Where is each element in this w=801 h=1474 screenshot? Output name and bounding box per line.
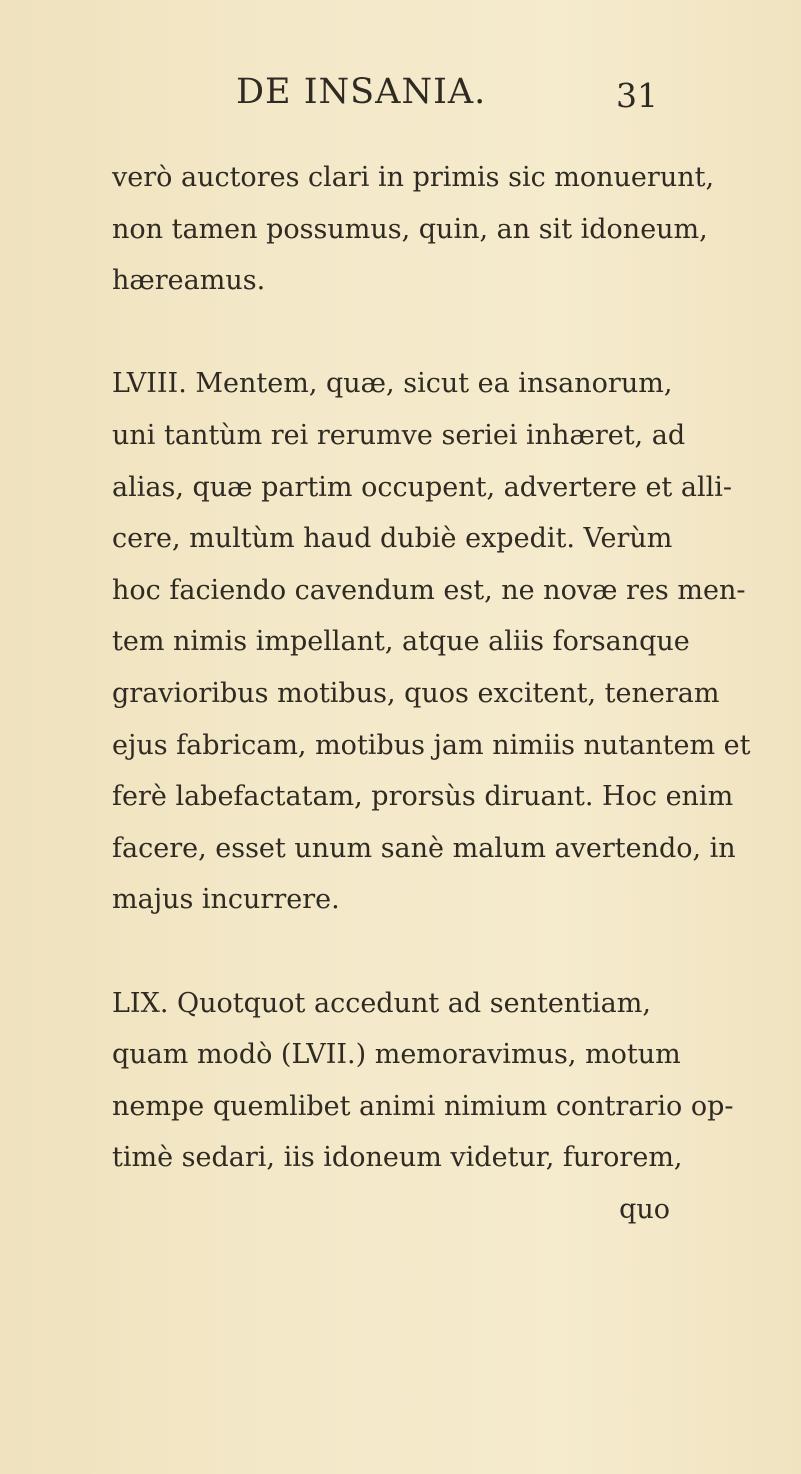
text-line: ejus fabricam, motibus jam nimiis nutantem et [112,729,751,761]
text-line: tem nimis impellant, atque aliis forsanque [112,626,690,658]
text-line: cere, multùm haud dubiè expedit. Verùm [112,523,673,555]
paragraph-gap [112,926,672,978]
text-line: timè sedari, iis idoneum videtur, furorem, [112,1142,683,1174]
text-line: hæreamus. [112,265,266,297]
text-line: gravioribus motibus, quos excitent, teneram [112,677,720,709]
text-line: facere, esset unum sanè malum avertendo, in [112,832,736,864]
text-line: nempe quemlibet animi nimium contrario op- [112,1090,734,1122]
section-lix-heading-line: LIX. Quotquot accedunt ad sententiam, [112,987,651,1019]
section-lviii-heading-line: LVIII. Mentem, quæ, sicut ea insanorum, [112,368,673,400]
text-line: non tamen possumus, quin, an sit idoneum, [112,213,708,245]
text-line: verò auctores clari in primis sic monuerunt, [112,162,715,193]
page-number: 31 [616,76,658,115]
text-line: majus incurrere. [112,884,340,916]
text-line: ferè labefactatam, prorsùs diruant. Hoc enim [112,781,734,813]
paragraph-gap [112,307,672,359]
text-line: quam modò (LVII.) memoravimus, motum [112,1039,681,1071]
body-text [112,152,751,1235]
text-line: hoc faciendo cavendum est, ne novæ res men- [112,574,746,606]
running-title: DE INSANIA. [236,72,487,112]
catchword: quo [619,1193,670,1225]
text-line: alias, quæ partim occupent, advertere et alli- [112,471,732,503]
text-line: uni tantùm rei rerumve seriei inhæret, ad [112,419,686,451]
running-head [0,72,801,122]
